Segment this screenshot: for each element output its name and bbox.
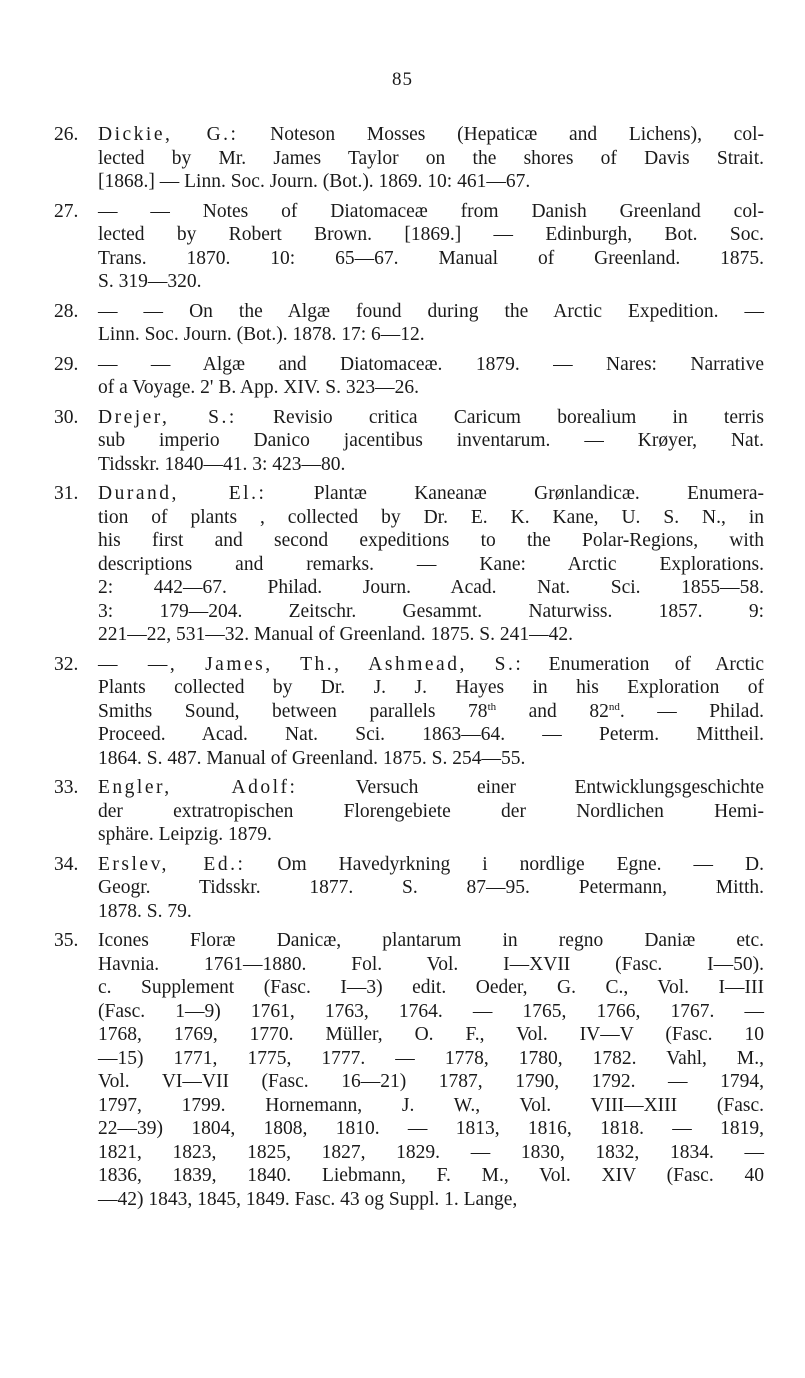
entry-line: —42) 1843, 1845, 1849. Fasc. 43 og Suppl. 1. Lange, bbox=[98, 1188, 518, 1210]
entry-title: Enumeration of Arctic bbox=[523, 653, 764, 675]
entry-number: 33. bbox=[54, 777, 79, 798]
entry-title: Om Havedyrkning i nordlige Egne. — D. bbox=[245, 853, 764, 875]
entry-text bbox=[98, 406, 764, 477]
entry-title: Revisio critica Caricum borealium in terris bbox=[236, 406, 765, 428]
entry-line: Trans. 1870. 10: 65—67. Manual of Greenland. 1875. bbox=[98, 247, 764, 269]
entry-title: Plantæ Kaneanæ Grønlandicæ. Enumera- bbox=[266, 483, 764, 504]
entry-text bbox=[98, 353, 764, 400]
entry-line: (Fasc. 1—9) 1761, 1763, 1764. — 1765, 1766, 1767. — bbox=[98, 1000, 764, 1022]
bibliography-entry-26 bbox=[54, 123, 764, 194]
entry-title: Noteson Mosses (Hepaticæ and Lichens), col- bbox=[238, 124, 764, 145]
entry-line: S. 319—320. bbox=[98, 271, 202, 292]
entry-text bbox=[98, 123, 764, 194]
entry-author: Dickie, G.: bbox=[98, 124, 239, 145]
entry-line: — — Algæ and Diatomaceæ. 1879. — Nares: Narrative bbox=[98, 353, 764, 375]
entry-line: descriptions and remarks. — Kane: Arctic Explorations. bbox=[98, 553, 764, 575]
entry-line: 1878. S. 79. bbox=[98, 900, 192, 922]
entry-number: 35. bbox=[54, 930, 79, 951]
entry-author: Engler, Adolf: bbox=[98, 777, 298, 798]
entry-author: Drejer, S.: bbox=[98, 406, 237, 428]
entry-line: tion of plants , collected by Dr. E. K. Kane, U. S. N., in bbox=[98, 506, 764, 528]
bibliography-list bbox=[54, 123, 764, 1217]
entry-line: — — Notes of Diatomaceæ from Danish Greenland col- bbox=[98, 200, 764, 222]
entry-line: c. Supplement (Fasc. I—3) edit. Oeder, G. C., Vol. I—III bbox=[98, 977, 764, 998]
entry-line: der extratropischen Florengebiete der Nordlichen Hemi- bbox=[98, 800, 764, 822]
bibliography-entry-33 bbox=[54, 776, 764, 847]
entry-line: 3: 179—204. Zeitschr. Gesammt. Naturwiss. 1857. 9: bbox=[98, 600, 764, 622]
entry-text bbox=[98, 653, 764, 771]
entry-line: sphäre. Leipzig. 1879. bbox=[98, 824, 272, 845]
entry-author: Erslev, Ed.: bbox=[98, 853, 246, 875]
entry-number: 27. bbox=[54, 200, 79, 222]
entry-number: 29. bbox=[54, 353, 79, 375]
entry-line: 1836, 1839, 1840. Liebmann, F. M., Vol. XIV (Fasc. 40 bbox=[98, 1165, 764, 1186]
entry-line: [1868.] — Linn. Soc. Journ. (Bot.). 1869. 10: 461—67. bbox=[98, 171, 531, 192]
entry-number: 32. bbox=[54, 653, 79, 675]
entry-author: Durand, El.: bbox=[98, 483, 267, 504]
entry-number: 34. bbox=[54, 853, 79, 875]
entry-number: 30. bbox=[54, 406, 79, 428]
page-number: 85 bbox=[392, 69, 413, 90]
entry-text bbox=[98, 300, 764, 347]
bibliography-entry-31 bbox=[54, 482, 764, 647]
entry-line: Geogr. Tidsskr. 1877. S. 87—95. Petermann, Mitth. bbox=[98, 877, 764, 898]
entry-number: 28. bbox=[54, 300, 79, 322]
entry-line: lected by Robert Brown. [1869.] — Edinburgh, Bot. Soc. bbox=[98, 224, 764, 245]
entry-title: Versuch einer Entwicklungsgeschichte bbox=[297, 777, 764, 798]
entry-line: Linn. Soc. Journ. (Bot.). 1878. 17: 6—12. bbox=[98, 324, 425, 345]
entry-line: 2: 442—67. Philad. Journ. Acad. Nat. Sci. 1855—58. bbox=[98, 577, 764, 598]
bibliography-entry-30 bbox=[54, 406, 764, 477]
entry-text bbox=[98, 929, 764, 1211]
bibliography-entry-27 bbox=[54, 200, 764, 294]
entry-text bbox=[98, 853, 764, 924]
entry-line: of a Voyage. 2' B. App. XIV. S. 323—26. bbox=[98, 377, 419, 398]
entry-line: his first and second expeditions to the Polar-Regions, with bbox=[98, 530, 764, 551]
bibliography-entry-34 bbox=[54, 853, 764, 924]
entry-line: Proceed. Acad. Nat. Sci. 1863—64. — Peterm. Mittheil. bbox=[98, 724, 764, 745]
entry-text bbox=[98, 482, 764, 647]
entry-line: Plants collected by Dr. J. J. Hayes in his Exploration of bbox=[98, 677, 764, 698]
entry-line: 1797, 1799. Hornemann, J. W., Vol. VIII—XIII (Fasc. bbox=[98, 1094, 764, 1116]
entry-line: lected by Mr. James Taylor on the shores of Davis Strait. bbox=[98, 147, 764, 169]
entry-line: 221—22, 531—32. Manual of Greenland. 1875. S. 241—42. bbox=[98, 624, 573, 645]
entry-line: sub imperio Danico jacentibus inventarum. — Krøyer, Nat. bbox=[98, 430, 764, 451]
bibliography-entry-32 bbox=[54, 653, 764, 771]
entry-line: — — On the Algæ found during the Arctic Expedition. — bbox=[98, 300, 764, 322]
entry-author: — —, James, Th., Ashmead, S.: bbox=[98, 653, 524, 675]
bibliography-entry-29 bbox=[54, 353, 764, 400]
entry-number: 31. bbox=[54, 483, 79, 504]
entry-line: Vol. VI—VII (Fasc. 16—21) 1787, 1790, 1792. — 1794, bbox=[98, 1071, 764, 1092]
bibliography-entry-28 bbox=[54, 300, 764, 347]
entry-line: Icones Floræ Danicæ, plantarum in regno Daniæ etc. bbox=[98, 930, 764, 951]
entry-text bbox=[98, 776, 764, 847]
entry-line: 1821, 1823, 1825, 1827, 1829. — 1830, 1832, 1834. — bbox=[98, 1141, 764, 1163]
entry-line: 1864. S. 487. Manual of Greenland. 1875. S. 254—55. bbox=[98, 747, 526, 769]
entry-number: 26. bbox=[54, 124, 79, 145]
entry-line: 22—39) 1804, 1808, 1810. — 1813, 1816, 1818. — 1819, bbox=[98, 1118, 764, 1139]
bibliography-entry-35 bbox=[54, 929, 764, 1211]
entry-line: Tidsskr. 1840—41. 3: 423—80. bbox=[98, 453, 346, 475]
entry-line: Havnia. 1761—1880. Fol. Vol. I—XVII (Fasc. I—50). bbox=[98, 953, 764, 975]
entry-line: Smiths Sound, between parallels 78th and 82nd. — Philad. bbox=[98, 700, 764, 722]
entry-text bbox=[98, 200, 764, 294]
entry-line: 1768, 1769, 1770. Müller, O. F., Vol. IV—V (Fasc. 10 bbox=[98, 1024, 764, 1045]
entry-line: —15) 1771, 1775, 1777. — 1778, 1780, 1782. Vahl, M., bbox=[98, 1047, 764, 1069]
